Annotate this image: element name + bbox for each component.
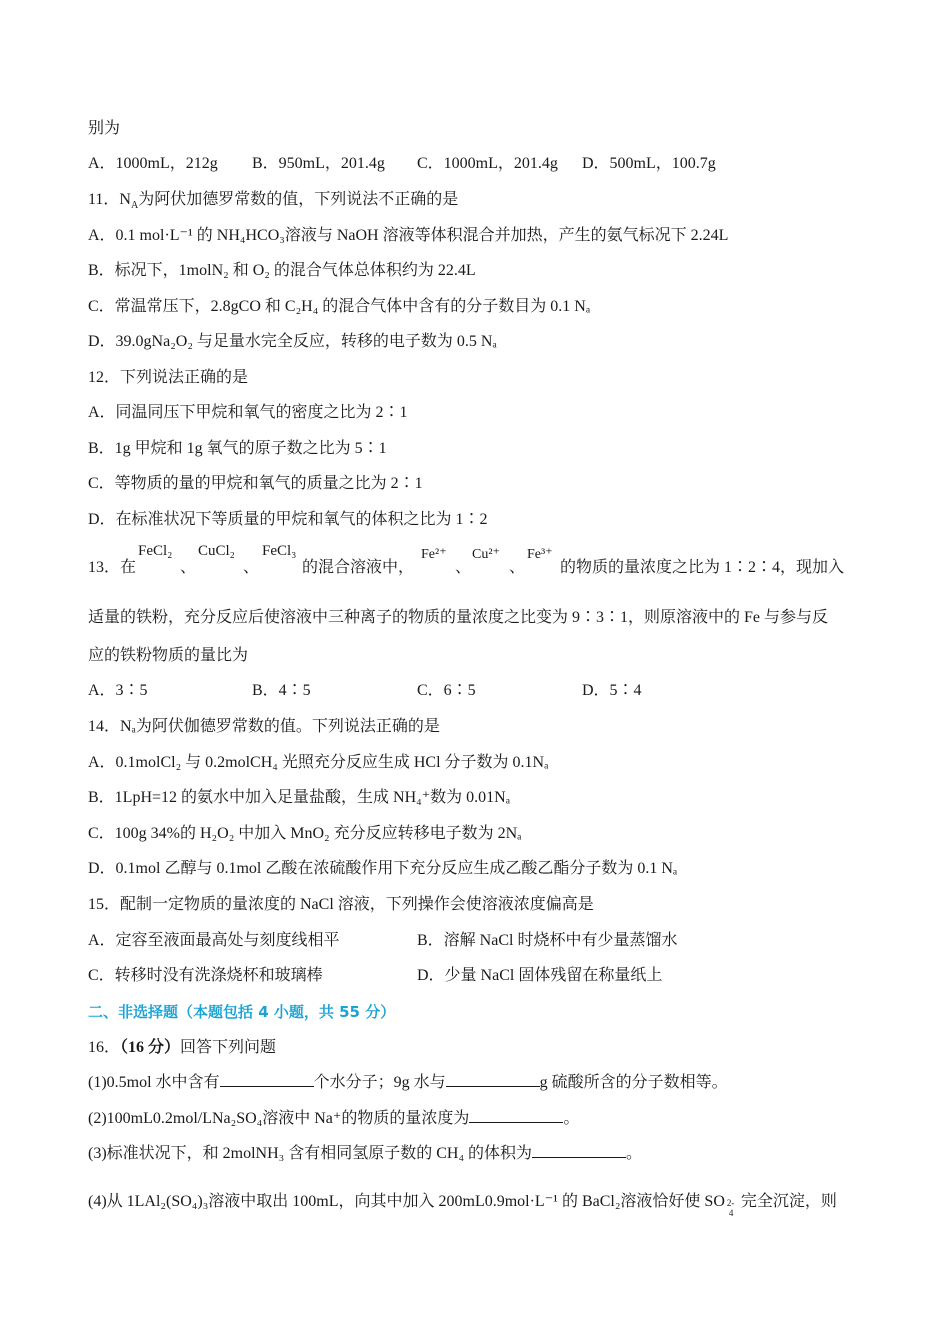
q15-stem: 15．配制一定物质的量浓度的 NaCl 溶液，下列操作会使溶液浓度偏高是 — [88, 896, 594, 913]
q10-option-d: D．500mL，100.7g — [582, 155, 716, 172]
q13-sep-2: 、 — [243, 559, 260, 576]
q13-option-a: A．3∶5 — [88, 682, 148, 699]
q15-option-d: D．少量 NaCl 固体残留在称量纸上 — [417, 967, 663, 984]
q16-p1-text-a: (1)0.5mol 水中含有 — [88, 1074, 220, 1091]
q13-option-b: B．4∶5 — [252, 682, 311, 699]
q16-part-2 — [88, 1108, 579, 1130]
sulfate-subscript: 4 — [728, 1208, 734, 1218]
q14-stem: 14．Nₐ为阿伏伽德罗常数的值。下列说法正确的是 — [88, 718, 440, 735]
q13-sep-3: 、 — [455, 559, 472, 576]
q16-p4-text-b: 完全沉淀，则 — [740, 1193, 837, 1210]
q11-stem-post: 为阿伏加德罗常数的值，下列说法不正确的是 — [138, 191, 459, 208]
q15-option-a: A．定容至液面最高处与刻度线相平 — [88, 932, 340, 949]
q13-ion-cu2: Cu²⁺ — [472, 547, 500, 562]
q13-num: 13．在 — [88, 559, 137, 576]
q16-p1-text-c: g 硫酸所含的分子数相等。 — [539, 1074, 728, 1091]
answer-blank[interactable] — [446, 1072, 540, 1087]
answer-blank[interactable] — [532, 1143, 626, 1158]
q16-p2-text-b: 。 — [563, 1110, 580, 1127]
q14-option-c: C．100g 34%的 H₂O₂ 中加入 MnO₂ 充分反应转移电子数为 2Nₐ — [88, 825, 522, 842]
q16-part-1 — [88, 1072, 728, 1094]
continued-text: 别为 — [88, 120, 121, 137]
q11-option-b: B．标况下，1molN₂ 和 O₂ 的混合气体总体积约为 22.4L — [88, 262, 476, 279]
section-heading: 二、非选择题（本题包括 4 小题，共 55 分） — [88, 1003, 396, 1021]
q13-tail: 的物质的量浓度之比为 1∶2∶4，现加入 — [560, 559, 845, 576]
q16-stem-text: 回答下列问题 — [180, 1039, 277, 1056]
q15-option-b: B．溶解 NaCl 时烧杯中有少量蒸馏水 — [417, 932, 678, 949]
q10-option-b: B．950mL，201.4g — [252, 155, 385, 172]
q11-stem: 11．$N_A$为阿伏加德罗常数的值，下列说法不正确的是 — [88, 191, 459, 212]
q16-p1-text-b: 个水分子；9g 水与 — [313, 1074, 446, 1091]
q11-stem-pre: 11．N — [88, 191, 131, 208]
q15-option-c: C．转移时没有洗涤烧杯和玻璃棒 — [88, 967, 323, 984]
q13-ion-fe2: Fe²⁺ — [421, 547, 447, 562]
sulfate-charge: 2- — [726, 1198, 735, 1208]
q16-p4-text-a: (4)从 1LAl₂(SO₄)₃溶液中取出 100mL，向其中加入 200mL0.9mol·L⁻¹ 的 BaCl₂溶液恰好使 SO — [88, 1193, 725, 1210]
q13-formula-fecl2: FeCl₂ — [138, 543, 173, 559]
q13-option-d: D．5∶4 — [582, 682, 642, 699]
q13-ion-fe3: Fe³⁺ — [527, 547, 553, 562]
q14-option-a: A．0.1molCl₂ 与 0.2molCH₄ 光照充分反应生成 HCl 分子数为 0.1Nₐ — [88, 754, 549, 771]
q16-stem — [88, 1037, 276, 1059]
q14-option-b: B．1LpH=12 的氨水中加入足量盐酸，生成 NH₄⁺数为 0.01Nₐ — [88, 789, 511, 806]
q16-p3-text-b: 。 — [626, 1145, 643, 1162]
q16-num: 16． — [88, 1039, 121, 1056]
q13-formula-fecl3: FeCl₃ — [262, 543, 297, 559]
q16-part-4 — [88, 1191, 837, 1218]
q12-option-a: A．同温同压下甲烷和氧气的密度之比为 2∶1 — [88, 404, 408, 421]
q16-p2-text-a: (2)100mL0.2mol/LNa₂SO₄溶液中 Na⁺的物质的量浓度为 — [88, 1110, 470, 1127]
q10-option-c: C．1000mL，201.4g — [417, 155, 558, 172]
q12-option-c: C．等物质的量的甲烷和氧气的质量之比为 2∶1 — [88, 475, 423, 492]
q13-mid: 的混合溶液中， — [302, 559, 415, 576]
q10-option-a: A．1000mL，212g — [88, 155, 218, 172]
q12-option-d: D．在标准状况下等质量的甲烷和氧气的体积之比为 1∶2 — [88, 511, 488, 528]
q14-option-d: D．0.1mol 乙醇与 0.1mol 乙酸在浓硫酸作用下充分反应生成乙酸乙酯分子数为 0.1 Nₐ — [88, 860, 678, 877]
q16-score: （16 分） — [120, 1039, 181, 1056]
q11-option-d: D．39.0gNa₂O₂ 与足量水完全反应，转移的电子数为 0.5 Nₐ — [88, 333, 497, 350]
q13-line-3: 应的铁粉物质的量比为 — [88, 647, 249, 664]
q12-option-b: B．1g 甲烷和 1g 氧气的原子数之比为 5∶1 — [88, 440, 387, 457]
q13-line-2: 适量的铁粉，充分反应后使溶液中三种离子的物质的量浓度之比变为 9∶3∶1，则原溶液中的 Fe 与参与反 — [88, 609, 829, 626]
answer-blank[interactable] — [220, 1072, 314, 1087]
q13-formula-cucl2: CuCl₂ — [198, 543, 235, 559]
answer-blank[interactable] — [469, 1108, 563, 1123]
q11-option-c: C．常温常压下，2.8gCO 和 C₂H₄ 的混合气体中含有的分子数目为 0.1 Nₐ — [88, 298, 591, 315]
q13-option-c: C．6∶5 — [417, 682, 476, 699]
q16-p3-text-a: (3)标准状况下，和 2molNH₃ 含有相同氢原子数的 CH₄ 的体积为 — [88, 1145, 533, 1162]
q16-part-3 — [88, 1143, 642, 1165]
q11-option-a: A．0.1 mol·L⁻¹ 的 NH₄HCO₃溶液与 NaOH 溶液等体积混合并加热，产生的氨气标况下 2.24L — [88, 227, 729, 244]
q13-sep-4: 、 — [509, 559, 526, 576]
q13-sep-1: 、 — [180, 559, 197, 576]
q12-stem: 12．下列说法正确的是 — [88, 369, 249, 386]
